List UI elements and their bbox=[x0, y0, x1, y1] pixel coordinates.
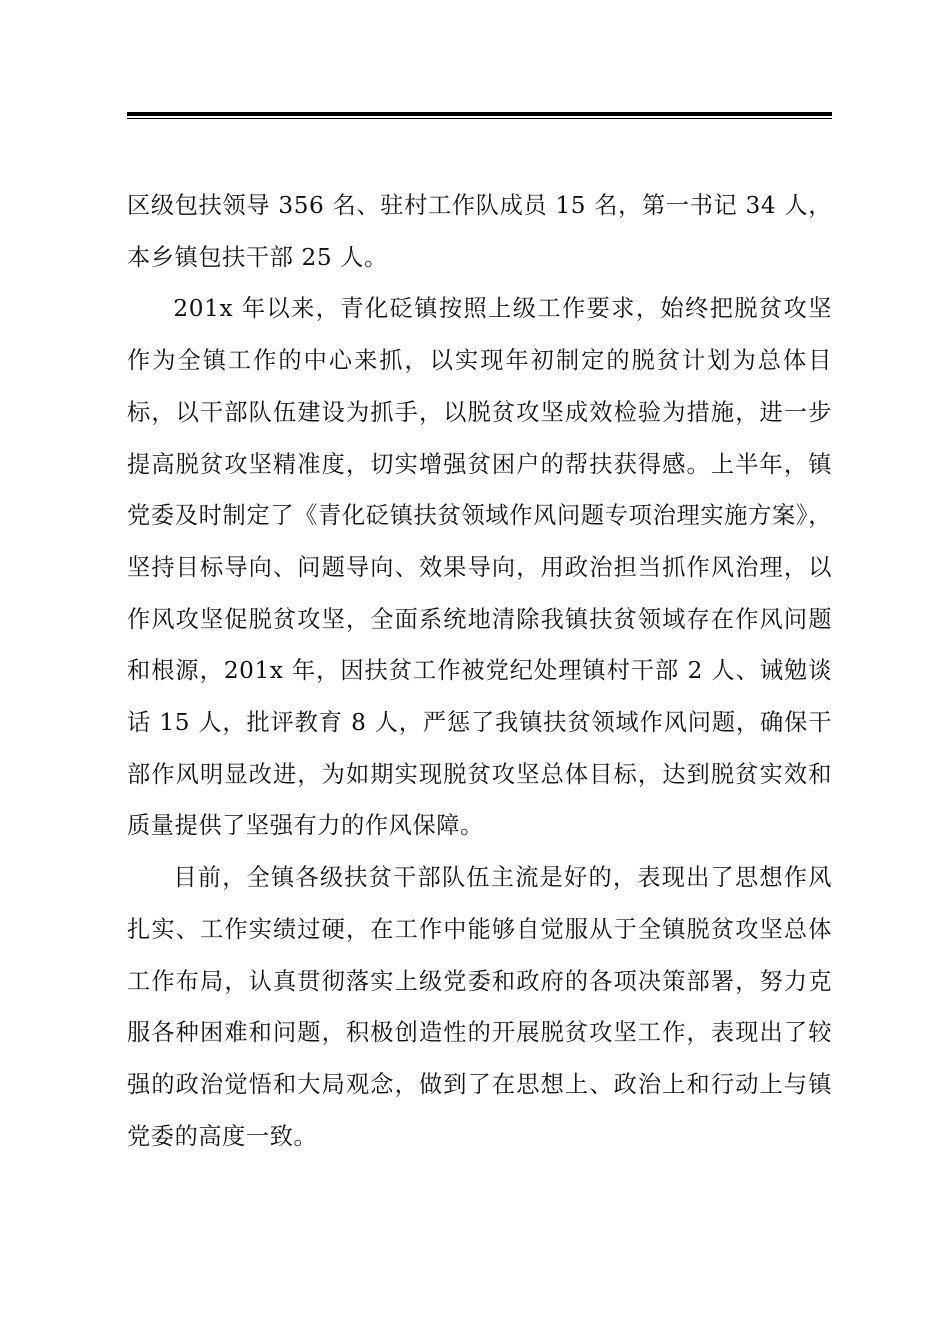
paragraph-continuation: 区级包扶领导 356 名、驻村工作队成员 15 名，第一书记 34 人，本乡镇包扶干部 25 人。 bbox=[127, 192, 832, 271]
header-rule-thin-line bbox=[127, 118, 832, 119]
header-rule-thick-line bbox=[127, 112, 832, 116]
document-body bbox=[127, 180, 832, 1162]
paragraph-current-status: 目前，全镇各级扶贫干部队伍主流是好的，表现出了思想作风扎实、工作实绩过硬，在工作中能够自觉服从于全镇脱贫攻坚总体工作布局，认真贯彻落实上级党委和政府的各项决策部署，努力克服各种困难和问题，积极创造性的开展脱贫攻坚工作，表现出了较强的政治觉悟和大局观念，做到了在思想上、政治上和行动上与镇党委的高度一致。 bbox=[127, 864, 832, 1150]
header-double-rule bbox=[127, 112, 832, 120]
paragraph-since-201x: 201x 年以来，青化砭镇按照上级工作要求，始终把脱贫攻坚作为全镇工作的中心来抓，以实现年初制定的脱贫计划为总体目标，以干部队伍建设为抓手，以脱贫攻坚成效检验为措施，进一步提高脱贫攻坚精准度，切实增强贫困户的帮扶获得感。上半年，镇党委及时制定了《青化砭镇扶贫领域作风问题专项治理实施方案》，坚持目标导向、问题导向、效果导向，用政治担当抓作风治理，以作风攻坚促脱贫攻坚，全面系统地清除我镇扶贫领域存在作风问题和根源，201x 年，因扶贫工作被党纪处理镇村干部 2 人、诫勉谈话 15 人，批评教育 8 人，严惩了我镇扶贫领域作风问题，确保干部作风明显改进，为如期实现脱贫攻坚总体目标，达到脱贫实效和质量提供了坚强有力的作风保障。 bbox=[127, 295, 832, 840]
